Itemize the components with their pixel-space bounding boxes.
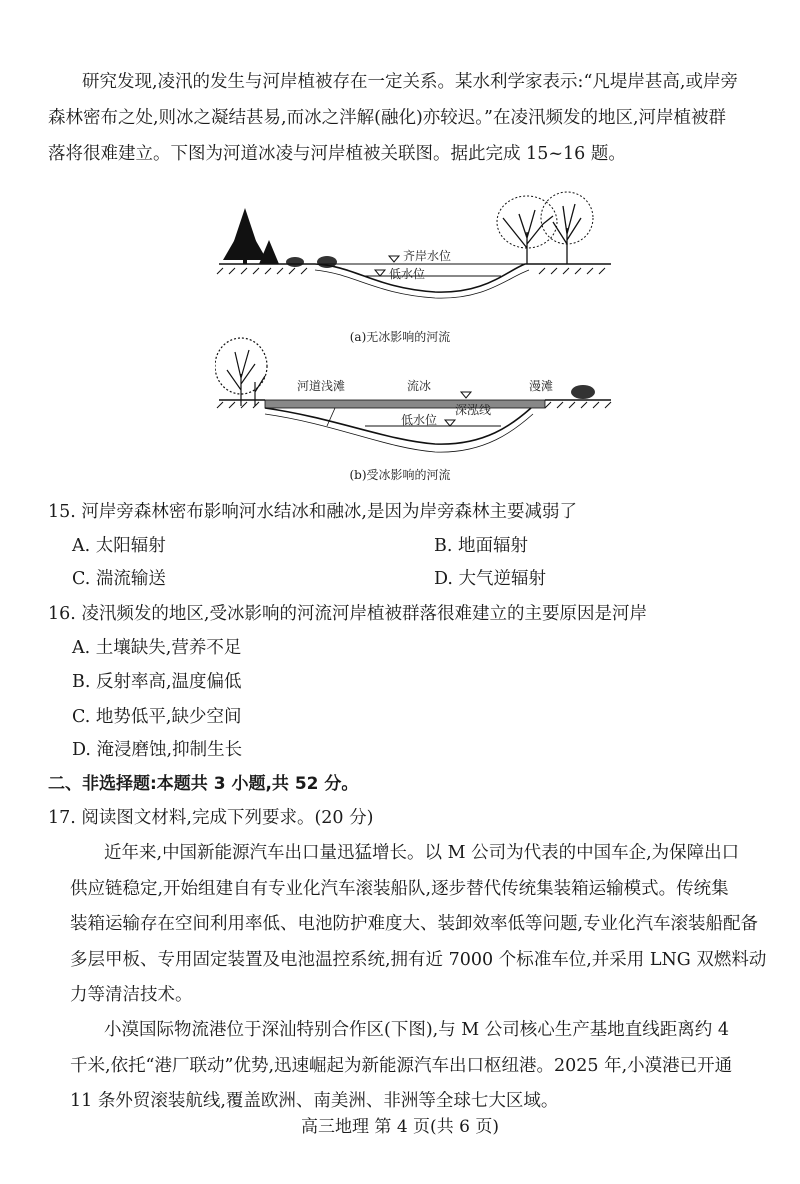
q17-para1-line3: 装箱运输存在空间利用率低、电池防护难度大、装卸效率低等问题,专业化汽车滚装船配备 bbox=[70, 914, 759, 934]
figure-a-no-ice-river bbox=[215, 188, 615, 308]
label-channel-shoal: 河道浅滩 bbox=[297, 379, 346, 393]
question-16-stem: 16. 凌汛频发的地区,受冰影响的河流河岸植被群落很难建立的主要原因是河岸 bbox=[48, 604, 647, 624]
q16-option-b: B. 反射率高,温度偏低 bbox=[72, 672, 242, 692]
label-ice-flow: 流冰 bbox=[407, 379, 432, 393]
intro-line-3: 落将很难建立。下图为河道冰凌与河岸植被关联图。据此完成 15~16 题。 bbox=[48, 144, 626, 164]
label-low-level-a: 低水位 bbox=[389, 267, 426, 281]
q15-option-b: B. 地面辐射 bbox=[434, 536, 528, 556]
spruce-tree-icon bbox=[223, 208, 279, 264]
deciduous-tree-icon bbox=[497, 192, 593, 264]
q15-option-d: D. 大气逆辐射 bbox=[434, 569, 547, 589]
figure-a-caption: (a)无冰影响的河流 bbox=[349, 330, 451, 344]
q17-para2-line1: 小漠国际物流港位于深汕特别合作区(下图),与 M 公司核心生产基地直线距离约 4 bbox=[104, 1020, 729, 1040]
page-footer: 高三地理 第 4 页(共 6 页) bbox=[301, 1117, 499, 1137]
q17-para1-line4: 多层甲板、专用固定装置及电池温控系统,拥有近 7000 个标准车位,并采用 LNG 双燃料动 bbox=[70, 950, 767, 970]
question-15-stem: 15. 河岸旁森林密布影响河水结冰和融冰,是因为岸旁森林主要减弱了 bbox=[48, 502, 577, 522]
question-17-stem: 17. 阅读图文材料,完成下列要求。(20 分) bbox=[48, 808, 374, 828]
q17-para2-line3: 11 条外贸滚装航线,覆盖欧洲、南美洲、非洲等全球七大区域。 bbox=[70, 1091, 559, 1111]
intro-line-2: 森林密布之处,则冰之凝结甚易,而冰之泮解(融化)亦较迟。”在凌汛频发的地区,河岸植被群 bbox=[48, 108, 727, 128]
q17-para1-line5: 力等清洁技术。 bbox=[70, 985, 193, 1005]
q17-para1-line1: 近年来,中国新能源汽车出口量迅猛增长。以 M 公司为代表的中国车企,为保障出口 bbox=[104, 843, 740, 863]
label-thalweg: 深泓线 bbox=[455, 403, 492, 417]
shrub-icon bbox=[571, 385, 595, 399]
q16-option-a: A. 土壤缺失,营养不足 bbox=[72, 638, 242, 658]
q15-option-a: A. 太阳辐射 bbox=[72, 536, 166, 556]
section-2-heading: 二、非选择题:本题共 3 小题,共 52 分。 bbox=[48, 774, 359, 794]
label-bankfull-level: 齐岸水位 bbox=[403, 249, 452, 263]
figure-b-ice-river bbox=[215, 330, 615, 460]
q17-para1-line2: 供应链稳定,开始组建自有专业化汽车滚装船队,逐步替代传统集装箱运输模式。传统集 bbox=[70, 879, 729, 899]
figure-b-caption: (b)受冰影响的河流 bbox=[349, 468, 451, 482]
ice-layer bbox=[265, 400, 545, 408]
q16-option-d: D. 淹浸磨蚀,抑制生长 bbox=[72, 740, 243, 760]
q17-para2-line2: 千米,依托“港厂联动”优势,迅速崛起为新能源汽车出口枢纽港。2025 年,小漠港已开通 bbox=[70, 1056, 733, 1076]
intro-line-1: 研究发现,凌汛的发生与河岸植被存在一定关系。某水利学家表示:“凡堤岸甚高,或岸旁 bbox=[82, 72, 738, 92]
label-overbank: 漫滩 bbox=[529, 379, 554, 393]
label-low-level-b: 低水位 bbox=[401, 413, 438, 427]
q16-option-c: C. 地势低平,缺少空间 bbox=[72, 707, 242, 727]
q15-option-c: C. 湍流输送 bbox=[72, 569, 166, 589]
tree-icon bbox=[215, 338, 267, 406]
